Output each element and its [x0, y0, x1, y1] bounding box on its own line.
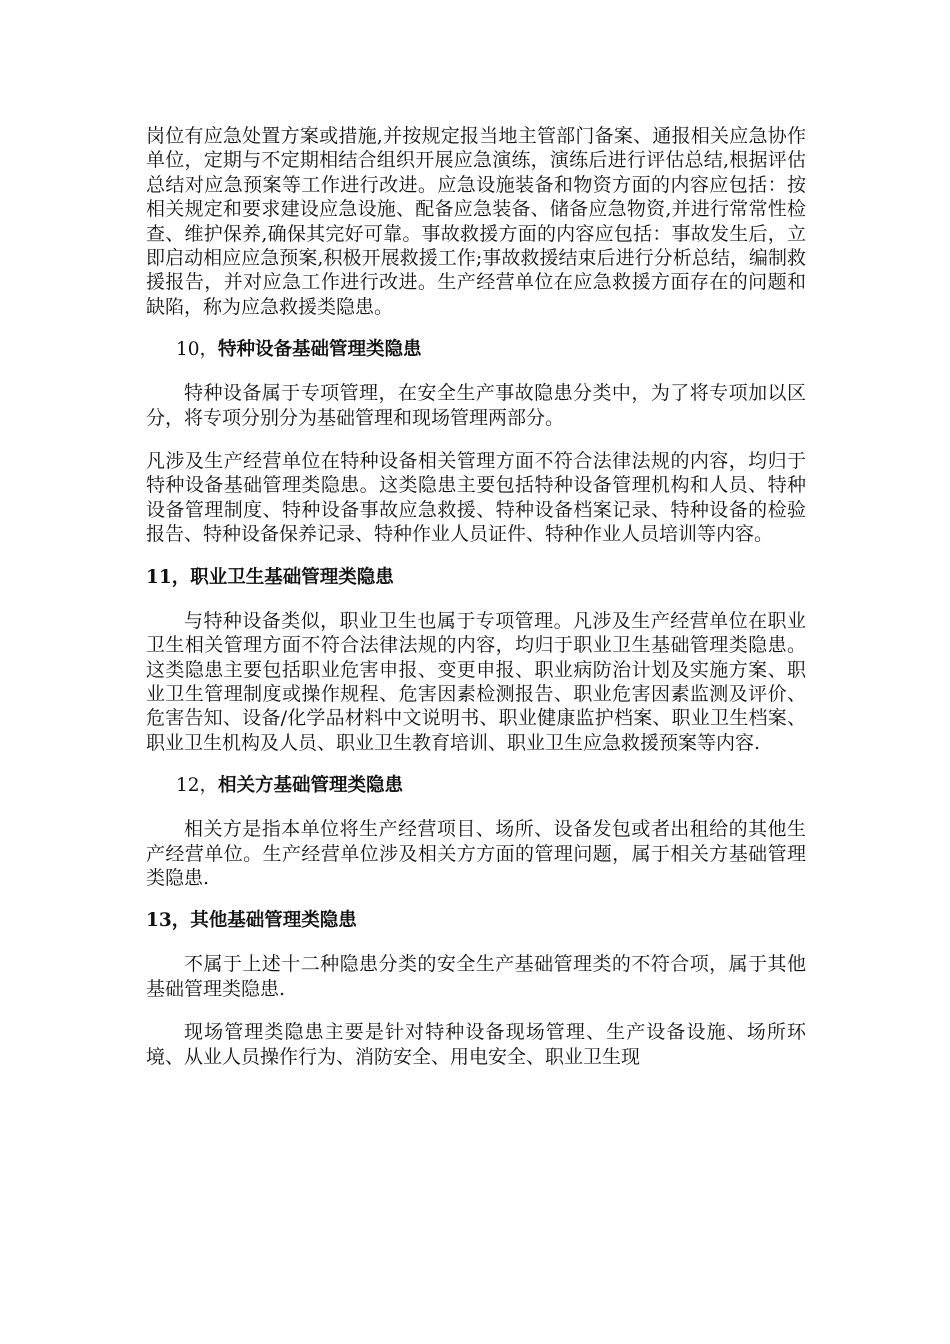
heading-10-title: 特种设备基础管理类隐患: [218, 339, 422, 361]
paragraph-occupational-health: 与特种设备类似，职业卫生也属于专项管理。凡涉及生产经营单位在职业卫生相关管理方面不符合法律法规的内容，均归于职业卫生基础管理类隐患。这类隐患主要包括职业危害申报、变更申报、职业病防治计划及实施方案、职业卫生管理制度或操作规程、危害因素检测报告、职业危害因素监测及评价、危害告知、设备/化学品材料中文说明书、职业健康监护档案、职业卫生档案、职业卫生机构及人员、职业卫生教育培训、职业卫生应急救援预案等内容.: [146, 609, 806, 754]
heading-12: [146, 774, 806, 798]
heading-11-title: 职业卫生基础管理类隐患: [190, 566, 394, 588]
paragraph-emergency-rescue: 岗位有应急处置方案或措施,并按规定报当地主管部门备案、通报相关应急协作单位，定期与不定期相结合组织开展应急演练，演练后进行评估总结,根据评估总结对应急预案等工作进行改进。应急设施装备和物资方面的内容应包括：按相关规定和要求建设应急设施、配备应急装备、储备应急物资,并进行常常性检查、维护保养,确保其完好可靠。事故救援方面的内容应包括：事故发生后，立即启动相应应急预案,积极开展救援工作;事故救援结束后进行分析总结，编制救援报告，并对应急工作进行改进。生产经营单位在应急救援方面存在的问题和缺陷，称为应急救援类隐患。: [146, 125, 806, 318]
document-page: [146, 124, 806, 1069]
paragraph-special-equipment-detail: 凡涉及生产经营单位在特种设备相关管理方面不符合法律法规的内容，均归于特种设备基础管理类隐患。这类隐患主要包括特种设备管理机构和人员、特种设备管理制度、特种设备事故应急救援、特种设备档案记录、特种设备的检验报告、特种设备保养记录、特种作业人员证件、特种作业人员培训等内容。: [146, 450, 806, 546]
paragraph-other-management: 不属于上述十二种隐患分类的安全生产基础管理类的不符合项，属于其他基础管理类隐患.: [146, 953, 806, 1000]
heading-10: [146, 338, 806, 362]
heading-11: [146, 566, 806, 590]
heading-13-number: 13，: [146, 910, 191, 932]
paragraph-site-management: 现场管理类隐患主要是针对特种设备现场管理、生产设备设施、场所环境、从业人员操作行为、消防安全、用电安全、职业卫生现: [146, 1021, 806, 1068]
heading-13-title: 其他基础管理类隐患: [190, 910, 357, 932]
heading-10-number: 10，: [176, 339, 219, 361]
heading-12-title: 相关方基础管理类隐患: [218, 775, 404, 797]
paragraph-special-equipment-intro: 特种设备属于专项管理，在安全生产事故隐患分类中，为了将专项加以区分，将专项分别分为基础管理和现场管理两部分。: [146, 382, 806, 429]
paragraph-related-parties: 相关方是指本单位将生产经营项目、场所、设备发包或者出租给的其他生产经营单位。生产经营单位涉及相关方方面的管理问题，属于相关方基础管理类隐患.: [146, 818, 806, 889]
heading-13: [146, 909, 806, 933]
heading-11-number: 11，: [146, 566, 191, 588]
heading-12-number: 12，: [176, 775, 219, 797]
